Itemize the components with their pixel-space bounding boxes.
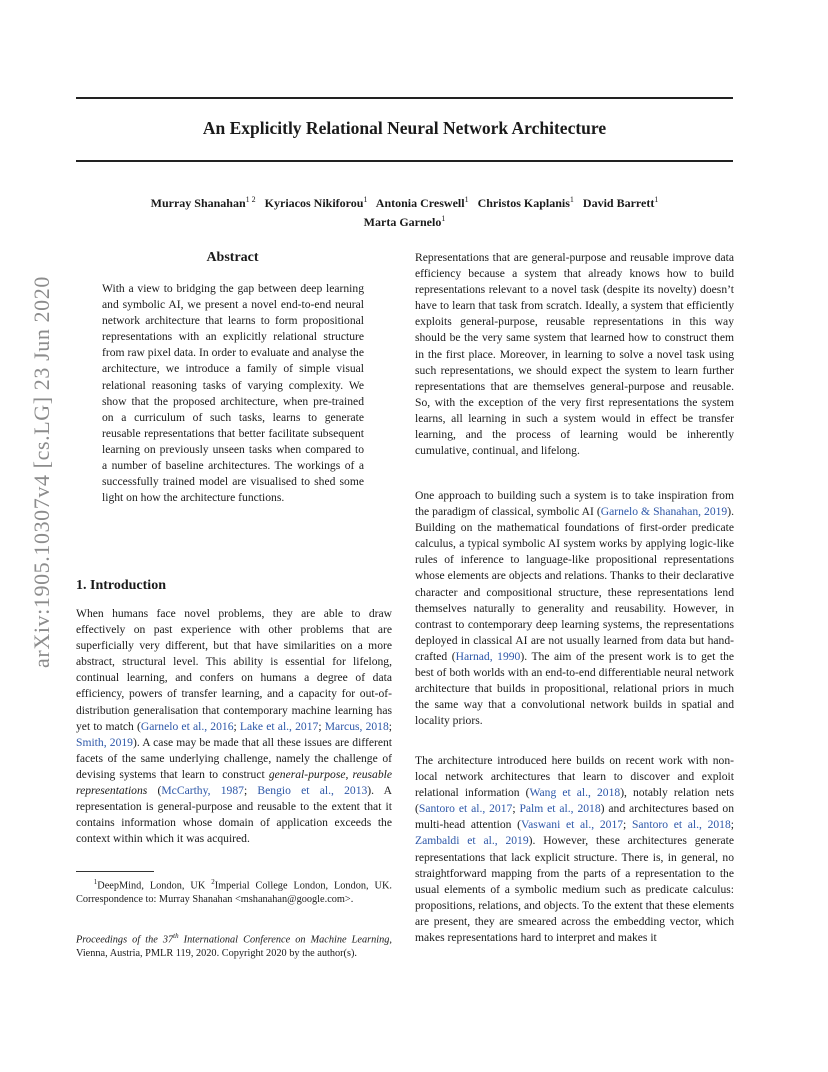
paper-title: An Explicitly Relational Neural Network Architecture — [202, 118, 607, 138]
author-affiliation: 1 — [654, 195, 659, 204]
author-affiliation: 1 — [464, 195, 469, 204]
citation-link[interactable]: Garnelo et al., 2016 — [140, 719, 234, 733]
footnote-rule — [76, 871, 154, 872]
title-top-rule — [76, 97, 733, 99]
citation-link[interactable]: Santoro et al., 2017 — [418, 802, 513, 816]
arxiv-id: arXiv:1905.10307v4 [cs.LG] 23 Jun 2020 — [29, 276, 54, 668]
title-bottom-rule — [76, 160, 733, 162]
citation-link[interactable]: Wang et al., 2018 — [529, 786, 621, 800]
citation-link[interactable]: Bengio et al., 2013 — [257, 784, 368, 798]
affiliation-footnote: $^1$DeepMind, London, UK $^2$Imperial College London, London, UK. Correspondence to: Murray Shanahan <mshanahan@google.com>. — [76, 878, 392, 906]
citation-link[interactable]: Smith, 2019 — [76, 735, 133, 749]
author-affiliation: 1 — [441, 214, 446, 223]
author-name: Christos Kaplanis — [477, 196, 570, 210]
citation-link[interactable]: Vaswani et al., 2017 — [521, 818, 624, 832]
citation-link[interactable]: Lake et al., 2017 — [239, 719, 319, 733]
author-name: David Barrett — [582, 196, 655, 210]
citation-link[interactable]: Garnelo & Shanahan, 2019 — [600, 505, 728, 519]
section-heading-introduction: 1. Introduction — [76, 578, 166, 593]
author-affiliation: 1 2 — [245, 195, 256, 204]
body-paragraph: The architecture introduced here builds on recent work with non-local network architectures that learn to discover and exploit relational information (Wang et al., 2018), notably relation nets (Santoro et al., 2017; Palm et al., 2018) and architectures based on multi-head attention (Vaswani et al., 2017; Santoro et al., 2018; Zambaldi et al., 2019). However, these architectures generate representations that lack explicit structure. There is, in general, no straightforward mapping from the parts of a representation to the usual elements of a symbolic medium such as predicate calculus: propositions, relations, and objects. To the extent that these elements are present, they are smeared across the embedding vector, which makes representations hard to interpret and makes it — [415, 754, 735, 945]
proceedings-note: Proceedings of the 37th International Conference on Machine Learning, Vienna, Austria, PMLR 119, 2020. Copyright 2020 by the author(s). — [76, 932, 392, 960]
citation-link[interactable]: Zambaldi et al., 2019 — [415, 834, 529, 848]
citation-link[interactable]: Santoro et al., 2018 — [631, 818, 731, 832]
author-name: Antonia Creswell — [375, 196, 465, 210]
body-paragraph: Representations that are general-purpose and reusable improve data efficiency because a system that already knows how to build representations relevant to a novel task (despite its novelty) doesn’t have to learn that task from scratch. Ideally, a system that efficiently exploits general-purpose, reusable representations in this way should be the very same system that learned how to construct them in the first place. Moreover, in learning to solve a novel task using such representations, we should expect the system to learn further representations that are themselves general-purpose and reusable. So, with the exception of the very first representations the system learns, all learning in such a system would in effect be transfer learning, and the process of learning would be inherently cumulative, continual, and lifelong. — [415, 251, 734, 458]
abstract-text: With a view to bridging the gap between deep learning and symbolic AI, we present a novel end-to-end neural network architecture that learns to form propositional representations with an explicitly relational structure from raw pixel data. In order to evaluate and analyse the architecture, we introduce a family of simple visual relational reasoning tasks of varying complexity. We show that the proposed architecture, when pre-trained on a curriculum of such tasks, learns to generate reusable representations that better facilitate subsequent learning on previously unseen tasks when compared to a number of baseline architectures. The workings of a successfully trained model are visualised to shed some light on how the architecture functions. — [102, 282, 364, 505]
author-name: Kyriacos Nikiforou — [264, 196, 364, 210]
author-affiliation: 1 — [363, 195, 368, 204]
body-paragraph: One approach to building such a system is to take inspiration from the paradigm of classical, symbolic AI (Garnelo & Shanahan, 2019). Building on the mathematical foundations of first-order predicate calculus, a typical symbolic AI system works by applying logic-like rules of inference to language-like propositional representations whose elements are objects and relations. Thanks to their declarative character and compositional structure, these representations lend themselves naturally to generality and reusability. However, in contrast to contemporary deep learning systems, the representations deployed in classical AI are not usually learned from data but hand-crafted (Harnad, 1990). The aim of the present work is to get the best of both worlds with an end-to-end differentiable neural network architecture that builds in propositional, relational priors in much the same way that a convolutional network builds in spatial and locality priors. — [415, 489, 735, 728]
abstract-heading: Abstract — [206, 250, 259, 265]
author-affiliation: 1 — [569, 195, 574, 204]
author-name: Murray Shanahan — [150, 196, 246, 210]
citation-link[interactable]: Marcus, 2018 — [324, 719, 389, 733]
citation-link[interactable]: Palm et al., 2018 — [519, 802, 601, 816]
author-name: Marta Garnelo — [363, 215, 442, 229]
author-list — [76, 192, 733, 230]
citation-link[interactable]: Harnad, 1990 — [455, 649, 521, 663]
citation-link[interactable]: McCarthy, 1987 — [161, 784, 244, 798]
intro-paragraph: When humans face novel problems, they are able to draw effectively on past experience with other problems that are superficially very different, but that have similarities on a more abstract, structural level. This ability is essential for lifelong, continual learning, and confers on humans a degree of data efficiency, powers of transfer learning, and a capacity for out-of-distribution generalisation that contemporary machine learning has yet to match (Garnelo et al., 2016; Lake et al., 2017; Marcus, 2018; Smith, 2019). A case may be made that all these issues are different facets of the same underlying challenge, namely the challenge of devising systems that learn to construct general-purpose, reusable representations (McCarthy, 1987; Bengio et al., 2013). A representation is general-purpose and reusable to the extent that it contains information whose domain of application exceeds the context within which it was acquired. — [76, 607, 393, 846]
